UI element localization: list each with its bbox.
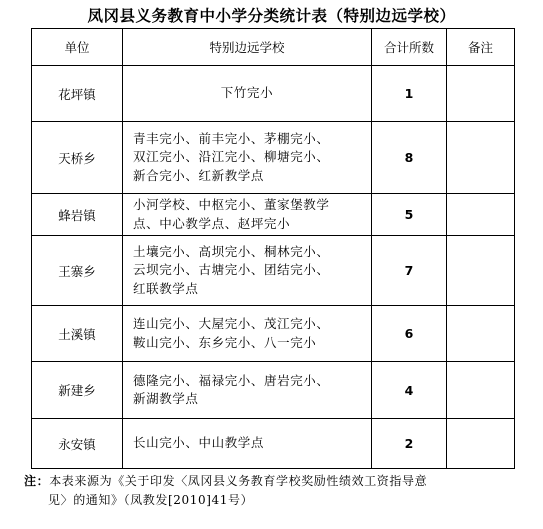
town-cell: 天桥乡 bbox=[32, 122, 123, 194]
schools-line: 鞍山完小、东乡完小、八一完小 bbox=[133, 334, 317, 350]
count-cell: 4 bbox=[372, 362, 447, 419]
header-remark: 备注 bbox=[447, 29, 515, 66]
statistics-table bbox=[31, 28, 515, 469]
remark-cell bbox=[447, 194, 515, 236]
footnote-text: 见〉的通知》（凤教发[2010]41号） bbox=[48, 493, 254, 507]
footnote-label: 注： bbox=[24, 474, 50, 488]
page-title: 凤冈县义务教育中小学分类统计表（特别边远学校） bbox=[87, 7, 456, 25]
footnote-line bbox=[24, 472, 494, 491]
table-row bbox=[32, 419, 515, 469]
town-cell: 花坪镇 bbox=[32, 66, 123, 122]
remark-cell bbox=[447, 236, 515, 306]
schools-cell bbox=[123, 419, 372, 469]
header-town: 单位 bbox=[32, 29, 123, 66]
schools-cell bbox=[123, 306, 372, 362]
schools-line: 新湖教学点 bbox=[133, 391, 199, 406]
remark-cell bbox=[447, 306, 515, 362]
count-cell: 1 bbox=[372, 66, 447, 122]
schools-line: 土壤完小、高坝完小、桐林完小、 bbox=[133, 243, 330, 259]
count-cell: 5 bbox=[372, 194, 447, 236]
table-row bbox=[32, 66, 515, 122]
count-cell: 6 bbox=[372, 306, 447, 362]
schools-cell bbox=[123, 236, 372, 306]
header-schools: 特别边远学校 bbox=[123, 29, 372, 66]
town-cell: 新建乡 bbox=[32, 362, 123, 419]
schools-cell bbox=[123, 194, 372, 236]
schools-line: 双江完小、沿江完小、柳塘完小、 bbox=[133, 149, 330, 165]
remark-cell bbox=[447, 122, 515, 194]
schools-cell bbox=[123, 362, 372, 419]
schools-cell bbox=[123, 122, 372, 194]
schools-line: 新合完小、红新教学点 bbox=[133, 167, 265, 183]
schools-line: 下竹完小 bbox=[220, 85, 274, 101]
table-row bbox=[32, 194, 515, 236]
schools-line: 红联教学点 bbox=[133, 280, 199, 296]
schools-line: 点、中心教学点、赵坪完小 bbox=[133, 215, 291, 231]
town-cell: 蜂岩镇 bbox=[32, 194, 123, 236]
table-row bbox=[32, 122, 515, 194]
town-cell: 王寨乡 bbox=[32, 236, 123, 306]
table-row bbox=[32, 236, 515, 306]
schools-line: 连山完小、大屋完小、茂江完小、 bbox=[133, 316, 330, 331]
schools-line: 云坝完小、古塘完小、团结完小、 bbox=[133, 262, 330, 278]
schools-line: 长山完小、中山教学点 bbox=[133, 435, 265, 451]
schools-cell bbox=[123, 66, 372, 122]
schools-line: 青丰完小、前丰完小、茅棚完小、 bbox=[133, 130, 330, 146]
remark-cell bbox=[447, 419, 515, 469]
count-cell: 7 bbox=[372, 236, 447, 306]
table-row bbox=[32, 362, 515, 419]
town-cell: 土溪镇 bbox=[32, 306, 123, 362]
town-cell: 永安镇 bbox=[32, 419, 123, 469]
count-cell: 8 bbox=[372, 122, 447, 194]
footnote-text: 本表来源为《关于印发〈凤冈县义务教育学校奖励性绩效工资指导意 bbox=[49, 474, 428, 488]
schools-line: 德隆完小、福禄完小、唐岩完小、 bbox=[133, 372, 330, 388]
count-cell: 2 bbox=[372, 419, 447, 469]
header-count: 合计所数 bbox=[372, 29, 447, 66]
table-row bbox=[32, 306, 515, 362]
remark-cell bbox=[447, 66, 515, 122]
remark-cell bbox=[447, 362, 515, 419]
footnote bbox=[24, 472, 494, 510]
schools-line: 小河学校、中枢完小、董家堡教学 bbox=[133, 197, 330, 212]
table-header-row bbox=[32, 29, 515, 66]
footnote-line bbox=[24, 491, 494, 510]
